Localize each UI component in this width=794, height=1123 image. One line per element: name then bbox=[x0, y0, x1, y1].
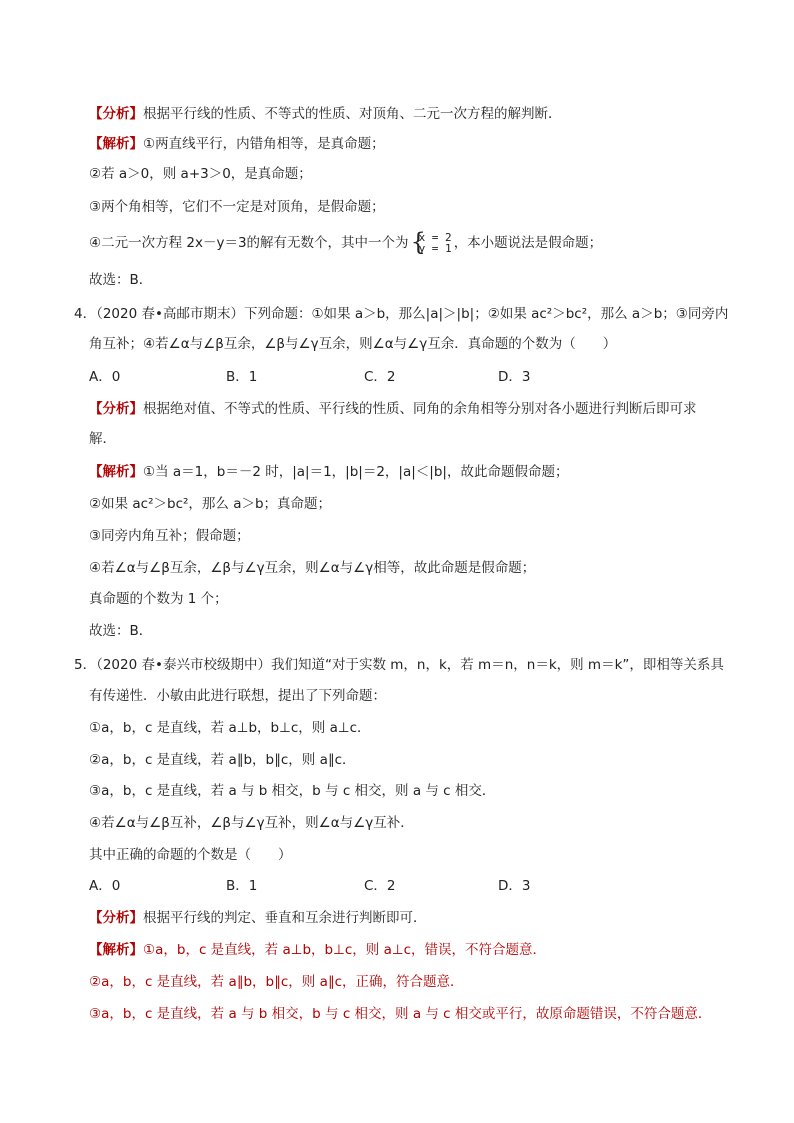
analysis-text: 根据绝对值、不等式的性质、平行线的性质、同角的余角相等分别对各小题进行判断后即可求 bbox=[143, 401, 697, 417]
p3-solution-line-2: ②若 a＞0，则 a+3＞0，是真命题； bbox=[89, 166, 312, 182]
q4-stem-line-2: 角互补；④若∠α与∠β互余，∠β与∠γ互余，则∠α与∠γ互余．真命题的个数为（ ） bbox=[89, 336, 617, 352]
q5-option-d: D．3 bbox=[498, 878, 531, 894]
q4-analysis-line-1 bbox=[89, 399, 697, 419]
q5-stem-line-2: 有传递性．小敏由此进行联想，提出了下列命题： bbox=[89, 688, 386, 704]
q4-stem-line-1: 4．（2020 春•高邮市期末）下列命题：①如果 a＞b，那么|a|＞|b|；②如果 ac²＞bc²，那么 a＞b；③同旁内 bbox=[74, 306, 729, 322]
q4-option-d: D．3 bbox=[498, 369, 531, 385]
q4-solution-line-3: ③同旁内角互补；假命题； bbox=[89, 528, 250, 544]
q5-solution-line-2: ②a，b，c 是直线，若 a∥b，b∥c，则 a∥c，正确，符合题意． bbox=[89, 974, 464, 990]
analysis-tag: 【分析】 bbox=[89, 910, 143, 926]
q4-count: 真命题的个数为 1 个； bbox=[89, 591, 228, 607]
q4-solution-line-4: ④若∠α与∠β互余，∠β与∠γ互余，则∠α与∠γ相等，故此命题是假命题； bbox=[89, 560, 536, 576]
solution-tag: 【解析】 bbox=[89, 942, 143, 958]
q4-option-a: A．0 bbox=[89, 369, 121, 385]
q4-answer: 故选：B． bbox=[89, 623, 153, 639]
solution-tag: 【解析】 bbox=[89, 136, 143, 152]
solution-step-post: ，本小题说法是假命题； bbox=[453, 235, 603, 251]
p3-analysis-line bbox=[89, 104, 562, 124]
solution-step: ①当 a＝1，b＝－2 时，|a|＝1，|b|＝2，|a|＜|b|，故此命题假命题； bbox=[143, 464, 569, 480]
q5-stem-line-1: 5．（2020 春•泰兴市校级期中）我们知道“对于实数 m，n，k，若 m＝n，n＝k，则 m＝k”，即相等关系具 bbox=[74, 657, 724, 673]
system-row-1: x = 2 bbox=[418, 231, 452, 244]
q4-option-b: B．1 bbox=[226, 369, 258, 385]
p3-solution-line-1 bbox=[89, 134, 385, 154]
p3-solution-line-4 bbox=[89, 228, 603, 256]
q5-analysis-line bbox=[89, 908, 427, 928]
q4-option-c: C．2 bbox=[364, 369, 396, 385]
solution-step-pre: ④二元一次方程 2x－y＝3的解有无数个，其中一个为 bbox=[89, 235, 409, 251]
q5-option-c: C．2 bbox=[364, 878, 396, 894]
q5-solution-line-1 bbox=[89, 940, 546, 960]
q5-proposition-1: ①a，b，c 是直线，若 a⊥b，b⊥c，则 a⊥c． bbox=[89, 720, 371, 736]
solution-tag: 【解析】 bbox=[89, 464, 143, 480]
q5-proposition-2: ②a，b，c 是直线，若 a∥b，b∥c，则 a∥c． bbox=[89, 752, 356, 768]
brace-icon: { bbox=[410, 228, 426, 256]
solution-step: ①两直线平行，内错角相等，是真命题； bbox=[143, 136, 385, 152]
analysis-text: 根据平行线的判定、垂直和互余进行判断即可． bbox=[143, 910, 427, 926]
p3-answer: 故选：B． bbox=[89, 272, 153, 288]
q4-solution-line-1 bbox=[89, 462, 568, 482]
system-row-2: y = 1 bbox=[418, 242, 452, 255]
analysis-tag: 【分析】 bbox=[89, 106, 143, 122]
solution-step: ①a，b，c 是直线，若 a⊥b，b⊥c，则 a⊥c，错误，不符合题意． bbox=[143, 942, 547, 958]
equation-system bbox=[410, 228, 452, 256]
q5-solution-line-3: ③a，b，c 是直线，若 a 与 b 相交，b 与 c 相交，则 a 与 c 相交或平行，故原命题错误，不符合题意． bbox=[89, 1006, 712, 1022]
q5-proposition-4: ④若∠α与∠β互补，∠β与∠γ互补，则∠α与∠γ互补． bbox=[89, 815, 414, 831]
analysis-text: 根据平行线的性质、不等式的性质、对顶角、二元一次方程的解判断． bbox=[143, 106, 562, 122]
q4-analysis-line-2: 解． bbox=[89, 431, 116, 447]
q5-option-a: A．0 bbox=[89, 878, 121, 894]
analysis-tag: 【分析】 bbox=[89, 401, 143, 417]
q5-option-b: B．1 bbox=[226, 878, 258, 894]
q5-proposition-3: ③a，b，c 是直线，若 a 与 b 相交，b 与 c 相交，则 a 与 c 相交． bbox=[89, 783, 496, 799]
q4-solution-line-2: ②如果 ac²＞bc²，那么 a＞b；真命题； bbox=[89, 496, 332, 512]
q5-question: 其中正确的命题的个数是（ ） bbox=[89, 847, 292, 863]
p3-solution-line-3: ③两个角相等，它们不一定是对顶角，是假命题； bbox=[89, 199, 385, 215]
